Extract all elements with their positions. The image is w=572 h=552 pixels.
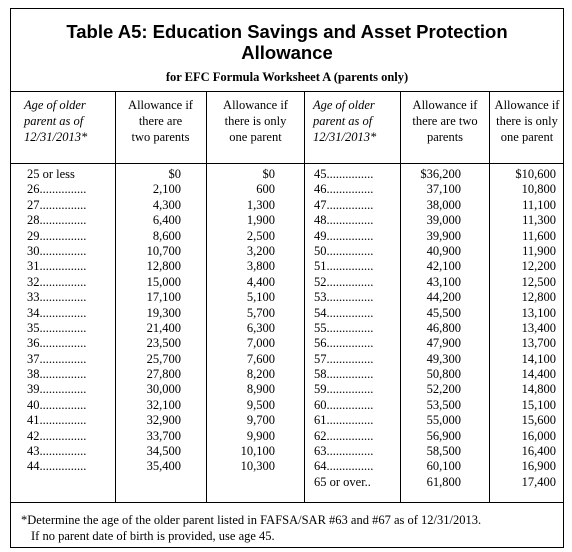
table-cell: 37............... [27,351,87,366]
table-cell: 1,300 [246,197,275,212]
table-cell: 3,200 [246,243,275,258]
table-cell: 14,800 [521,382,556,397]
table-cell: 35............... [27,320,87,335]
table-cell: 64............... [314,459,374,474]
table-cell: 49,300 [426,351,461,366]
table-cell: 39,900 [426,228,461,243]
table-cell: 43............... [27,444,87,459]
table-cell: 38............... [27,367,87,382]
header-two-parents-right [401,97,489,145]
table-cell: 50............... [314,243,374,258]
table-cell: 10,100 [240,444,275,459]
table-cell: 29............... [27,228,87,243]
table-cell: 40,900 [426,243,461,258]
table-cell: 14,400 [521,367,556,382]
table-a5 [10,8,564,548]
right-two-parents-column [401,167,461,490]
table-title-line2: Allowance [241,42,333,63]
table-cell: 58,500 [426,444,461,459]
table-cell: 16,400 [521,444,556,459]
table-cell: 600 [256,182,275,197]
table-cell: 51............... [314,259,374,274]
table-cell: 12,800 [521,290,556,305]
table-cell: 8,600 [152,228,181,243]
table-cell: 53............... [314,290,374,305]
table-cell: 9,500 [246,397,275,412]
table-cell: 39,000 [426,213,461,228]
table-cell: 11,300 [522,213,556,228]
table-cell: 27,800 [146,367,181,382]
table-title: Table A5: Education Savings and Asset Protection [66,21,508,42]
table-cell: 12,800 [146,259,181,274]
table-cell: 45,500 [426,305,461,320]
table-cell: 60,100 [426,459,461,474]
table-cell: 12,200 [521,259,556,274]
table-cell: 28............... [27,213,87,228]
table-cell: 37,100 [426,182,461,197]
table-cell: 41............... [27,413,87,428]
header-line: 12/31/2013* [313,130,377,144]
table-cell: 33............... [27,290,87,305]
table-cell: 44,200 [426,290,461,305]
table-cell: 16,000 [521,428,556,443]
footnote [21,512,561,544]
table-cell: 7,600 [246,351,275,366]
header-line: one parent [500,130,554,144]
table-cell: 11,100 [522,197,556,212]
table-cell: 35,400 [146,459,181,474]
table-cell: 30............... [27,243,87,258]
table-cell: 50,800 [426,367,461,382]
table-cell: 55............... [314,320,374,335]
table-cell: 15,000 [146,274,181,289]
table-cell: 56,900 [426,428,461,443]
table-cell: 11,900 [522,243,556,258]
table-cell: 25 or less [27,167,75,181]
table-cell: 30,000 [146,382,181,397]
table-cell: 38,000 [426,197,461,212]
table-cell: 1,900 [246,213,275,228]
table-cell: $0 [262,167,275,181]
table-cell: 47,900 [426,336,461,351]
header-line: there is only [224,114,287,128]
table-cell: 40............... [27,397,87,412]
table-cell: 39............... [27,382,87,397]
table-cell: 46............... [314,182,374,197]
footnote-rule [11,502,563,503]
table-cell: 54............... [314,305,374,320]
table-cell: 56............... [314,336,374,351]
header-line: parent as of [24,114,84,128]
table-cell: 49............... [314,228,374,243]
table-cell: 4,300 [152,197,181,212]
table-cell: 13,100 [521,305,556,320]
table-cell: 53,500 [426,397,461,412]
header-line: one parent [229,130,282,144]
header-line: Age of older [313,98,375,112]
table-cell: 52............... [314,274,374,289]
table-cell: 42,100 [426,259,461,274]
table-cell: 10,300 [240,459,275,474]
table-cell: 2,500 [246,228,275,243]
table-cell: 16,900 [521,459,556,474]
table-cell: 4,400 [246,274,275,289]
header-line: there are two [412,114,478,128]
table-cell: $0 [168,167,181,181]
table-cell: 61............... [314,413,374,428]
table-cell: 25,700 [146,351,181,366]
table-cell: 27............... [27,197,87,212]
table-cell: 34............... [27,305,87,320]
table-cell: 60............... [314,397,374,412]
table-cell: 19,300 [146,305,181,320]
table-cell: 6,300 [246,320,275,335]
table-cell: 46,800 [426,320,461,335]
table-cell: 12,500 [521,274,556,289]
right-one-parent-column [490,167,556,490]
table-cell: 36............... [27,336,87,351]
header-bottom-rule [11,163,563,164]
table-cell: 13,700 [521,336,556,351]
left-one-parent-column [207,167,275,475]
table-cell: 52,200 [426,382,461,397]
table-cell: 10,700 [146,243,181,258]
table-cell: 32,900 [146,413,181,428]
table-cell: 31............... [27,259,87,274]
table-cell: 13,400 [521,320,556,335]
header-line: Allowance if [412,98,478,112]
table-cell: 44............... [27,459,87,474]
table-cell: 42............... [27,428,87,443]
table-cell: 45............... [314,167,374,181]
header-one-parent-right [490,97,564,145]
table-cell: 17,100 [146,290,181,305]
header-age-left [24,97,114,145]
table-cell: 9,700 [246,413,275,428]
table-cell: 58............... [314,367,374,382]
header-one-parent-left [207,97,304,145]
header-top-rule [11,91,563,92]
table-cell: 14,100 [521,351,556,366]
footnote-line: If no parent date of birth is provided, use age 45. [31,529,275,543]
table-cell: 59............... [314,382,374,397]
table-cell: 34,500 [146,444,181,459]
table-cell: 62............... [314,428,374,443]
table-cell: 55,000 [426,413,461,428]
table-cell: 23,500 [146,336,181,351]
table-cell: 5,100 [246,290,275,305]
center-divider [304,92,305,502]
table-cell: 47............... [314,197,374,212]
header-line: Age of older [24,98,86,112]
table-cell: 3,800 [246,259,275,274]
table-subtitle: for EFC Formula Worksheet A (parents only) [165,70,409,84]
table-cell: 21,400 [146,320,181,335]
left-age-column [27,167,113,475]
table-cell: 8,200 [246,367,275,382]
table-cell: $10,600 [515,167,556,181]
table-cell: 8,900 [246,382,275,397]
table-cell: 10,800 [521,182,556,197]
header-line: Allowance if [494,98,560,112]
header-line: two parents [131,130,190,144]
table-cell: 32,100 [146,397,181,412]
table-cell: 11,600 [522,228,556,243]
header-two-parents-left [115,97,206,145]
header-line: there is only [496,114,558,128]
table-cell: 43,100 [426,274,461,289]
table-cell: 15,100 [521,397,556,412]
header-line: Allowance if [223,98,288,112]
table-cell: 61,800 [426,474,461,489]
header-line: Allowance if [128,98,193,112]
table-cell: 32............... [27,274,87,289]
header-line: there are [138,114,183,128]
table-cell: 65 or over.. [314,474,371,489]
table-cell: 15,600 [521,413,556,428]
header-line: parent as of [313,114,373,128]
header-line: parents [426,130,464,144]
table-cell: 48............... [314,213,374,228]
table-cell: 57............... [314,351,374,366]
table-cell: 17,400 [521,474,556,489]
header-age-right [313,97,399,145]
table-cell: 6,400 [152,213,181,228]
table-cell: $36,200 [420,167,461,181]
table-cell: 2,100 [152,182,181,197]
table-cell: 7,000 [246,336,275,351]
table-cell: 63............... [314,444,374,459]
table-cell: 9,900 [246,428,275,443]
table-cell: 26............... [27,182,87,197]
header-line: 12/31/2013* [24,130,88,144]
right-age-column [314,167,398,490]
table-cell: 5,700 [246,305,275,320]
left-two-parents-column [115,167,181,475]
footnote-line: *Determine the age of the older parent listed in FAFSA/SAR #63 and #67 as of 12/31/2013. [21,513,482,527]
table-cell: 33,700 [146,428,181,443]
